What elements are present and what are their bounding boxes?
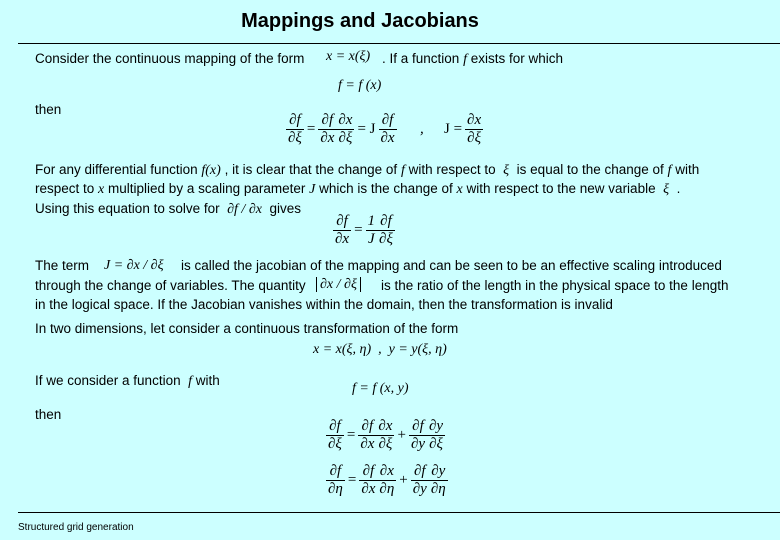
j-equals: J = <box>444 121 463 137</box>
intro-text-c: exists for which <box>470 51 563 66</box>
denominator: ∂η <box>328 481 343 497</box>
paragraph-3-line-3: in the logical space. If the Jacobian vanishes within the domain, then the transformation is invalid <box>35 297 613 312</box>
numerator: ∂x <box>377 463 396 481</box>
inverse-equation <box>333 213 395 248</box>
paragraph-5 <box>35 373 220 390</box>
numerator: ∂f <box>318 112 336 130</box>
quantity-value: ∂x / ∂ξ <box>316 277 361 292</box>
denominator: ∂x <box>320 130 335 146</box>
jacobian-term: J = ∂x / ∂ξ <box>104 258 164 273</box>
numerator: 1 <box>367 213 376 229</box>
denominator: ∂ξ <box>288 130 302 146</box>
fraction <box>358 418 376 453</box>
fraction <box>336 112 354 147</box>
denominator: ∂η <box>430 481 446 497</box>
numerator: ∂f <box>358 418 376 436</box>
text: If we consider a function <box>35 373 181 388</box>
paragraph-3-line-2b: is the ratio of the length in the physical space to the length <box>381 278 729 293</box>
x-symbol: x <box>456 182 463 197</box>
denominator: J <box>367 231 375 247</box>
denominator: ∂ξ <box>379 231 393 247</box>
paragraph-4: In two dimensions, let consider a continuous transformation of the form <box>35 321 459 336</box>
text: with <box>675 162 700 177</box>
denominator: ∂ξ <box>328 436 342 452</box>
xi-symbol: ξ <box>503 163 510 178</box>
text: multiplied by a scaling parameter <box>108 181 306 196</box>
fraction <box>411 463 429 498</box>
numerator: ∂f <box>333 213 351 231</box>
text: The term <box>35 258 90 273</box>
numerator: ∂x <box>338 112 353 128</box>
numerator: ∂f <box>409 418 427 436</box>
text: Using this equation to solve for <box>35 201 220 216</box>
plus-sign: + <box>397 427 406 443</box>
fraction <box>366 213 378 248</box>
numerator: ∂x <box>378 418 393 434</box>
text: with <box>195 373 220 388</box>
text: gives <box>269 201 301 216</box>
fraction <box>333 213 351 248</box>
denominator: ∂x <box>360 436 375 452</box>
plus-sign: + <box>399 472 408 488</box>
fraction <box>377 213 395 248</box>
footer-divider <box>18 512 780 513</box>
denominator: ∂y <box>412 481 427 497</box>
chain-rule-eta <box>326 463 448 498</box>
text: with respect to <box>408 162 496 177</box>
denominator: ∂η <box>379 481 395 497</box>
footer-text: Structured grid generation <box>18 522 134 533</box>
xi-symbol: ξ <box>663 182 670 197</box>
text: , it is clear that the change of <box>224 162 398 177</box>
intro-text-b: . If a function <box>382 51 460 66</box>
paragraph-3-line-2: through the change of variables. The quantity <box>35 278 306 293</box>
equals-sign: = <box>347 472 357 488</box>
text: is equal to the change of <box>516 162 664 177</box>
text: which is the change of <box>319 181 453 196</box>
equals-sign: = <box>354 222 363 238</box>
numerator: ∂x <box>467 112 482 128</box>
numerator: ∂f <box>359 463 377 481</box>
paragraph-2-line-2 <box>35 181 680 198</box>
denominator: ∂y <box>410 436 426 452</box>
equals-j: = J <box>357 121 376 137</box>
denominator: ∂x <box>335 231 350 247</box>
fraction <box>326 418 344 453</box>
then-label-1: then <box>35 102 62 117</box>
fraction <box>326 463 345 498</box>
fraction <box>429 463 448 498</box>
2d-function-equation: f = f (x, y) <box>352 381 409 396</box>
paragraph-3-line-1b: is called the jacobian of the mapping and can be seen to be an effective scaling introduced <box>181 258 722 273</box>
numerator: ∂f <box>326 463 345 481</box>
paragraph-3-line-1 <box>35 258 89 273</box>
denominator: ∂ξ <box>429 436 443 452</box>
dfdx-symbol: ∂f / ∂x <box>227 202 262 217</box>
chain-rule-equation <box>286 112 397 147</box>
f-symbol: f <box>400 163 405 178</box>
intro-line <box>35 51 304 66</box>
numerator: ∂y <box>429 463 448 481</box>
x-symbol: x <box>98 182 105 197</box>
numerator: ∂f <box>411 463 429 481</box>
fraction <box>379 112 397 147</box>
fraction <box>377 463 396 498</box>
comma-separator: , <box>420 121 424 137</box>
quantity-symbol <box>316 277 361 293</box>
intro-line-b <box>382 51 563 68</box>
intro-text-a: Consider the continuous mapping of the form <box>35 51 305 66</box>
numerator: ∂f <box>286 112 304 130</box>
fraction <box>409 418 427 453</box>
then-label-2: then <box>35 407 62 422</box>
fraction <box>465 112 483 147</box>
equals-sign: = <box>346 427 356 443</box>
text: For any differential function <box>35 162 198 177</box>
numerator: ∂f <box>377 213 395 231</box>
denominator: ∂x <box>380 130 395 146</box>
paragraph-2-line-3 <box>35 201 301 218</box>
function-equation: f = f (x) <box>338 78 382 93</box>
denominator: ∂ξ <box>467 130 481 146</box>
denominator: ∂ξ <box>378 436 393 452</box>
fraction <box>376 418 394 453</box>
text: respect to <box>35 181 95 196</box>
title-divider <box>18 43 780 44</box>
numerator: ∂f <box>326 418 344 436</box>
f-symbol: f <box>667 163 672 178</box>
text: with respect to the new variable <box>466 181 656 196</box>
fraction <box>359 463 377 498</box>
paragraph-2-line-1 <box>35 162 699 179</box>
text: . <box>676 181 681 196</box>
chain-rule-xi <box>326 418 445 453</box>
equals-sign: = <box>306 121 316 137</box>
denominator: ∂ξ <box>338 130 353 146</box>
page-title: Mappings and Jacobians <box>241 10 479 32</box>
fraction <box>427 418 445 453</box>
denominator: ∂x <box>361 481 376 497</box>
fx-symbol: f(x) <box>201 163 221 178</box>
jacobian-definition <box>441 112 483 147</box>
mapping-equation: x = x(ξ) <box>326 49 371 64</box>
fraction <box>286 112 304 147</box>
j-symbol: J <box>309 182 316 197</box>
numerator: ∂y <box>429 418 444 434</box>
numerator: ∂f <box>379 112 397 130</box>
2d-transformation-equation: x = x(ξ, η) , y = y(ξ, η) <box>313 342 447 357</box>
f-symbol: f <box>463 52 467 67</box>
fraction <box>318 112 336 147</box>
f-symbol: f <box>188 374 192 389</box>
